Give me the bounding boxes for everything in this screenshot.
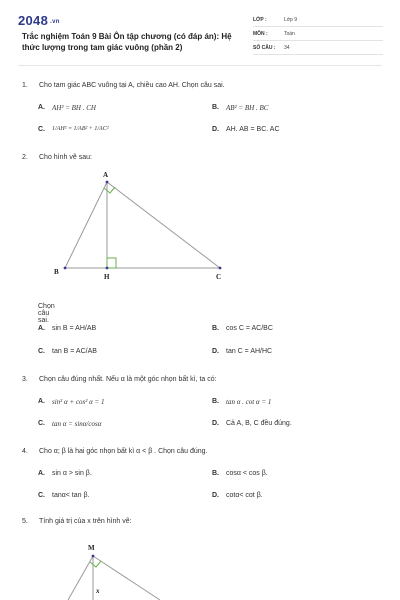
question-text: Cho α; β là hai góc nhọn bất kì α < β . Chọn câu đúng. — [39, 448, 208, 455]
vertex-b-label: B — [54, 268, 59, 276]
question-text: Cho hình vẽ sau: — [39, 154, 92, 161]
meta-count-key: SỐ CÂU : — [253, 45, 276, 51]
question-number: 1. — [22, 82, 28, 89]
vertex-a-label: A — [103, 171, 109, 179]
vertex-h-label: H — [104, 273, 110, 281]
question-number: 4. — [22, 448, 28, 455]
meta-count-value: 34 — [284, 45, 290, 51]
site-logo[interactable]: 2048 .vn — [18, 13, 60, 28]
question-number: 2. — [22, 154, 28, 161]
meta-subject-key: MÔN : — [253, 31, 268, 37]
meta-class-key: LỚP : — [253, 17, 267, 23]
question-text: Tính giá trị của x trên hình vẽ: — [39, 518, 132, 525]
question-text: Cho tam giác ABC vuông tại A, chiều cao AH. Chọn câu sai. — [39, 82, 225, 89]
document-title: Trắc nghiệm Toán 9 Bài Ôn tập chương (có đáp án): Hệ thức lượng trong tam giác vuông (phần 2) — [22, 32, 232, 52]
question-number: 3. — [22, 376, 28, 383]
question-number: 5. — [22, 518, 28, 525]
meta-subject-value: Toán — [284, 31, 295, 37]
meta-class-value: Lớp 9 — [284, 17, 298, 23]
vertex-m-label: M — [88, 544, 95, 552]
vertex-c-label: C — [216, 273, 222, 281]
side-x-label: x — [96, 587, 100, 595]
question-text: Chọn câu đúng nhất. Nếu α là một góc nhọn bất kì, ta có: — [39, 376, 217, 383]
